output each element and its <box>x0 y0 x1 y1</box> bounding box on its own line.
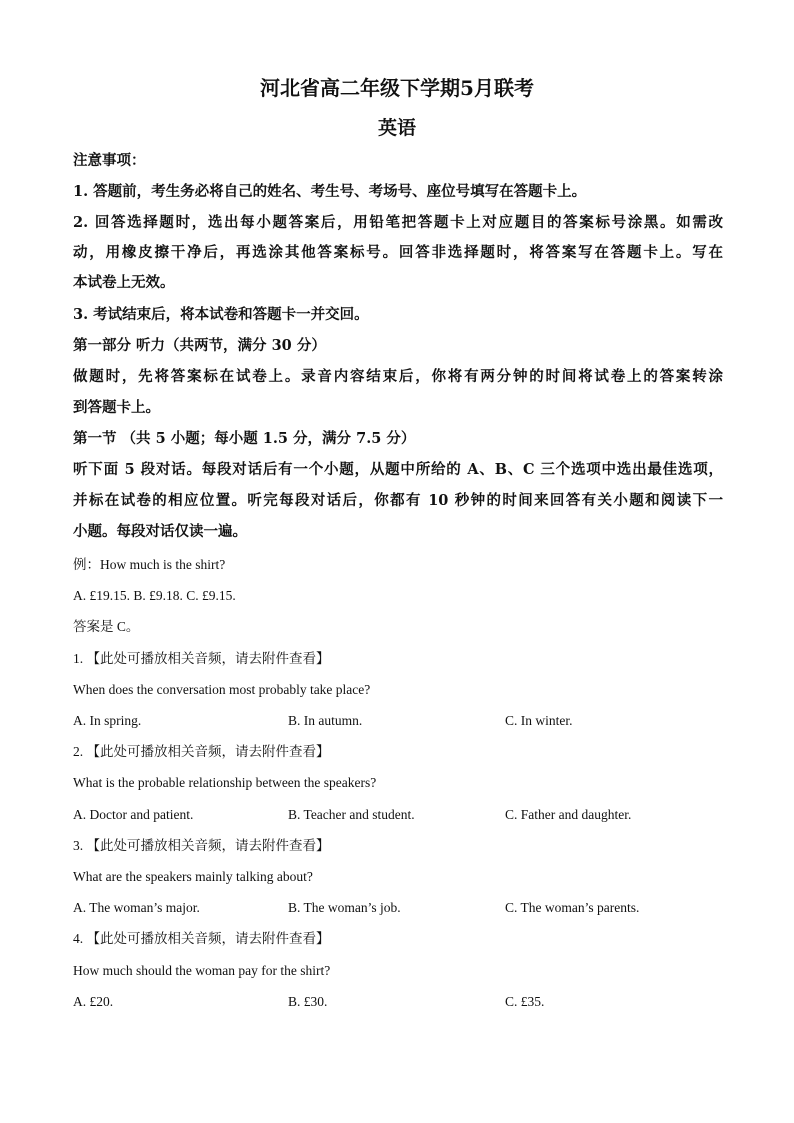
question-1-option-a: A. In spring. <box>73 713 142 728</box>
notice-item-1: 1. 答题前，考生务必将自己的姓名、考生号、考场号、座位号填写在答题卡上。 <box>73 183 587 200</box>
question-3-option-b: B. The woman’s job. <box>288 900 401 915</box>
section1-desc-line-1: 听下面 5 段对话。每段对话后有一个小题，从题中所给的 A、B、C 三个选项中选出最佳选项， <box>73 461 723 478</box>
part1-desc-line-2: 到答题卡上。 <box>73 399 160 416</box>
question-2-option-b: B. Teacher and student. <box>288 807 415 822</box>
question-2-option-a: A. Doctor and patient. <box>73 807 194 822</box>
question-1-audio[interactable]: 1. 【此处可播放相关音频，请去附件查看】 <box>73 651 330 666</box>
section1-desc-line-3: 小题。每段对话仅读一遍。 <box>73 523 247 540</box>
question-4-text: How much should the woman pay for the shirt? <box>73 963 331 978</box>
notice-item-2-line-2: 动，用橡皮擦干净后，再选涂其他答案标号。回答非选择题时，将答案写在答题卡上。写在 <box>73 244 723 261</box>
question-4-option-c: C. £35. <box>505 994 545 1009</box>
question-1-option-c: C. In winter. <box>505 713 573 728</box>
question-2-audio[interactable]: 2. 【此处可播放相关音频，请去附件查看】 <box>73 744 330 759</box>
section1-heading: 第一节 （共 5 小题；每小题 1.5 分，满分 7.5 分） <box>73 430 416 447</box>
example-question: 例：How much is the shirt? <box>73 557 226 572</box>
question-1-option-b: B. In autumn. <box>288 713 363 728</box>
question-2-text: What is the probable relationship between the speakers? <box>73 775 377 790</box>
part1-desc-line-1: 做题时，先将答案标在试卷上。录音内容结束后，你将有两分钟的时间将试卷上的答案转涂 <box>73 368 723 385</box>
question-4-option-b: B. £30. <box>288 994 328 1009</box>
example-answer: 答案是 C。 <box>73 619 140 634</box>
part1-heading: 第一部分 听力（共两节，满分 30 分） <box>73 337 326 354</box>
example-options: A. £19.15. B. £9.18. C. £9.15. <box>73 588 236 603</box>
exam-title: 河北省高二年级下学期5月联考 <box>260 76 534 100</box>
question-3-option-a: A. The woman’s major. <box>73 900 200 915</box>
section1-desc-line-2: 并标在试卷的相应位置。听完每段对话后，你都有 10 秒钟的时间来回答有关小题和阅读下一 <box>73 492 723 509</box>
question-3-text: What are the speakers mainly talking about? <box>73 869 313 884</box>
notice-item-3: 3. 考试结束后，将本试卷和答题卡一并交回。 <box>73 306 369 323</box>
question-3-audio[interactable]: 3. 【此处可播放相关音频，请去附件查看】 <box>73 838 330 853</box>
exam-subject: 英语 <box>377 117 416 139</box>
question-4-option-a: A. £20. <box>73 994 114 1009</box>
question-1-text: When does the conversation most probably take place? <box>73 682 371 697</box>
question-2-option-c: C. Father and daughter. <box>505 807 632 822</box>
notice-item-2-line-1: 2. 回答选择题时，选出每小题答案后，用铅笔把答题卡上对应题目的答案标号涂黑。如需改 <box>73 214 723 231</box>
question-4-audio[interactable]: 4. 【此处可播放相关音频，请去附件查看】 <box>73 931 330 946</box>
notice-item-2-line-3: 本试卷上无效。 <box>73 274 175 291</box>
question-3-option-c: C. The woman’s parents. <box>505 900 640 915</box>
notice-heading: 注意事项： <box>73 152 146 169</box>
